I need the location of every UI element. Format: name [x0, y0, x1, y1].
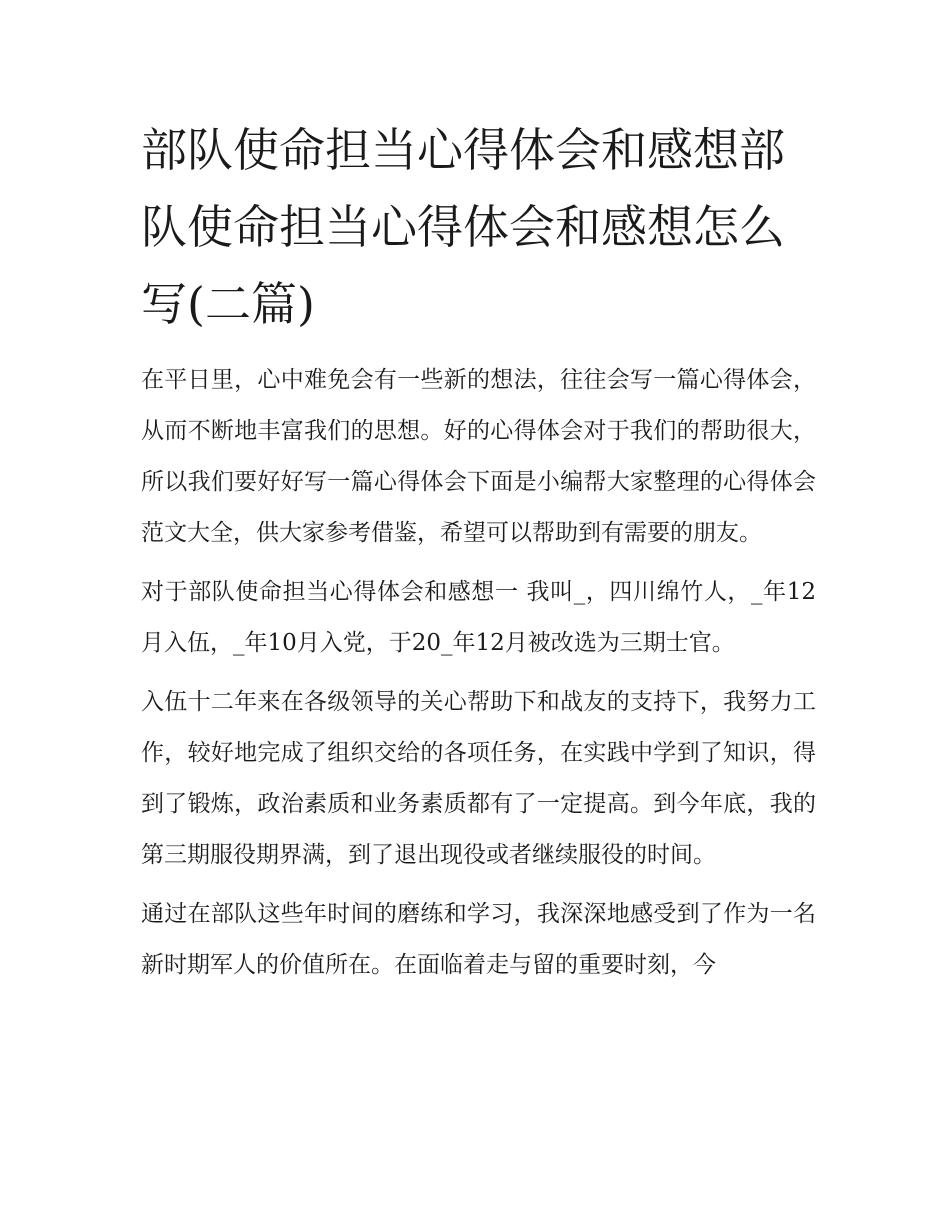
paragraph-3: 通过在部队这些年时间的磨练和学习，我深深地感受到了作为一名新时期军人的价值所在。在面临着走与留的重要时刻，今: [141, 901, 816, 978]
paragraph-1: 对于部队使命担当心得体会和感想一 我叫_，四川绵竹人，_年12月入伍，_年10月入党，于20_年12月被改选为三期士官。: [141, 579, 816, 656]
paragraph-2: 入伍十二年来在各级领导的关心帮助下和战友的支持下，我努力工作，较好地完成了组织交给的各项任务，在实践中学到了知识，得到了锻炼，政治素质和业务素质都有了一定提高。到今年底，我的第三期服役期界满，到了退出现役或者继续服役的时间。: [141, 689, 816, 868]
document-title: 部队使命担当心得体会和感想部队使命担当心得体会和感想怎么写(二篇): [141, 123, 785, 331]
paragraph-intro: 在平日里，心中难免会有一些新的想法，往往会写一篇心得体会，从而不断地丰富我们的思想。好的心得体会对于我们的帮助很大，所以我们要好好写一篇心得体会下面是小编帮大家整理的心得体会范文大全，供大家参考借鉴，希望可以帮助到有需要的朋友。: [141, 367, 816, 546]
document-body: [141, 112, 816, 991]
